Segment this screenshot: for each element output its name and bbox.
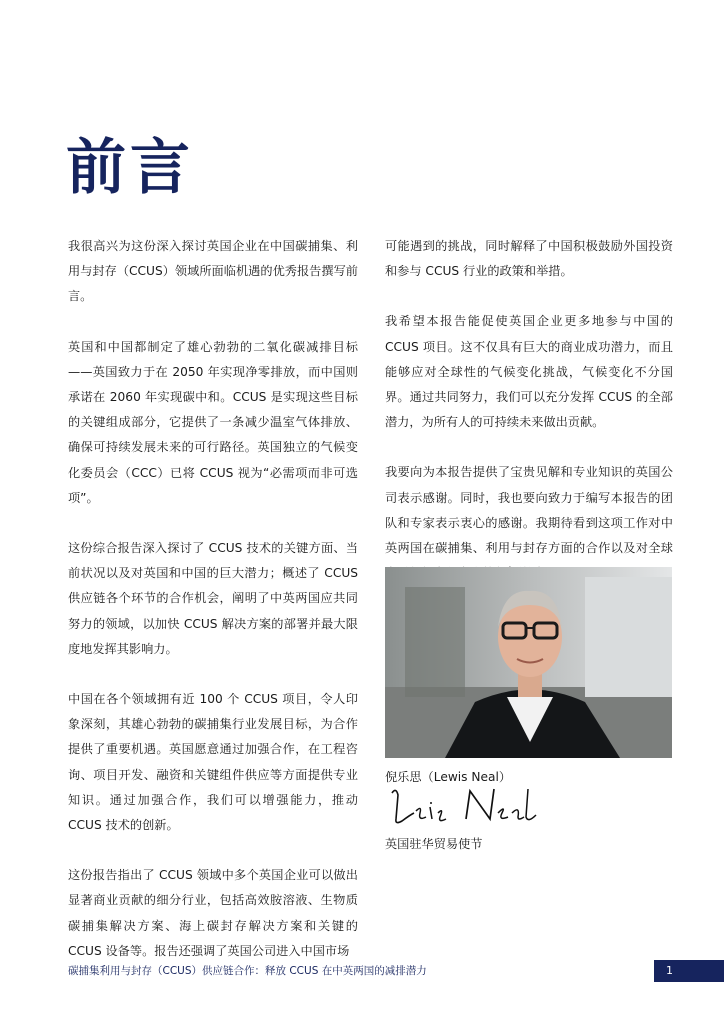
- right-column: [385, 234, 673, 611]
- paragraph: 中国在各个领域拥有近 100 个 CCUS 项目，令人印象深刻，其雄心勃勃的碳捕集行业发展目标，为合作提供了重要机遇。英国愿意通过加强合作，在工程咨询、项目开发、融资和关键组件供应等方面提供专业知识。通过加强合作，我们可以增强能力，推动 CCUS 技术的创新。: [68, 692, 358, 833]
- paragraph: 我希望本报告能促使英国企业更多地参与中国的 CCUS 项目。这不仅具有巨大的商业成功潜力，而且能够应对全球性的气候变化挑战，气候变化不分国界。通过共同努力，我们可以充分发挥 CCUS 的全部潜力，为所有人的可持续未来做出贡献。: [385, 314, 673, 430]
- author-role: 英国驻华贸易使节: [385, 837, 483, 851]
- page-title: 前言: [66, 133, 194, 203]
- paragraph: 我很高兴为这份深入探讨英国企业在中国碳捕集、利用与封存（CCUS）领域所面临机遇的优秀报告撰写前言。: [68, 239, 358, 304]
- paragraph: 这份报告指出了 CCUS 领域中多个英国企业可以做出显著商业贡献的细分行业，包括高效胺溶液、生物质碳捕集解决方案、海上碳封存解决方案和关键的 CCUS 设备等。报告还强调了英国公司进入中国市场: [68, 868, 358, 958]
- signature-image: [386, 783, 546, 831]
- author-portrait-photo: [385, 567, 672, 758]
- left-column: [68, 234, 358, 989]
- paragraph: 这份综合报告深入探讨了 CCUS 技术的关键方面、当前状况以及对英国和中国的巨大潜力；概述了 CCUS 供应链各个环节的合作机会，阐明了中英两国应共同努力的领域，以加快 CCUS 解决方案的部署并最大限度地发挥其影响力。: [68, 541, 358, 656]
- author-name: 倪乐思（Lewis Neal）: [385, 770, 512, 784]
- paragraph: 可能遇到的挑战，同时解释了中国积极鼓励外国投资和参与 CCUS 行业的政策和举措。: [385, 239, 673, 279]
- footer-title: 碳捕集利用与封存（CCUS）供应链合作：释放 CCUS 在中英两国的减排潜力: [68, 965, 427, 977]
- page-number: 1: [654, 960, 724, 982]
- paragraph: 英国和中国都制定了雄心勃勃的二氧化碳减排目标——英国致力于在 2050 年实现净零排放，而中国则承诺在 2060 年实现碳中和。CCUS 是实现这些目标的关键组成部分，它提供了一条减少温室气体排放、确保可持续发展未来的可行路径。英国独立的气候变化委员会（CCC）已将 CCUS 视为“必需项而非可选项”。: [68, 339, 358, 505]
- paragraph: 我要向为本报告提供了宝贵见解和专业知识的英国公司表示感谢。同时，我也要向致力于编写本报告的团队和专家表示衷心的感谢。我期待看到这项工作对中英两国在碳捕集、利用与封存方面的合作以及对全球: [385, 465, 673, 556]
